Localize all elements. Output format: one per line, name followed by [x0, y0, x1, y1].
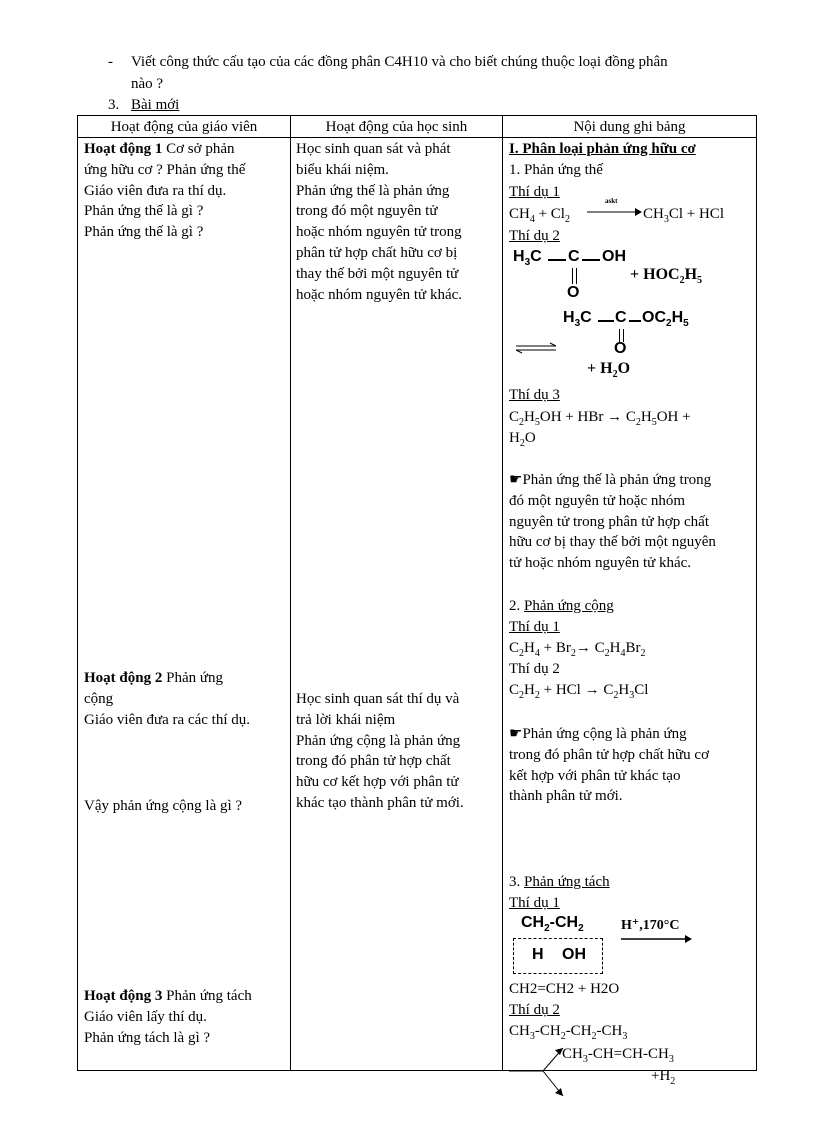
- ester-carbon: C: [615, 309, 627, 326]
- teacher-text: Phản ứng thế là gì ?: [84, 224, 204, 241]
- acid-double-bond-2: [576, 268, 577, 284]
- hydrogen-product: $+H_2$: [651, 1068, 676, 1087]
- activity-3-label: Hoạt động 3: [84, 988, 163, 1004]
- acid-oh: OH: [602, 248, 626, 265]
- example-1-label: Thí dụ 1: [509, 184, 560, 200]
- ester-oet: $OC_2H_5$: [642, 309, 689, 330]
- leaving-oh: OH: [562, 946, 586, 963]
- student-text: trong đó một nguyên tử: [296, 203, 438, 220]
- reaction-1-arrow: [585, 205, 643, 217]
- ester-formula: $H_3C$: [563, 309, 592, 330]
- example-2-1-label: Thí dụ 1: [509, 619, 560, 635]
- table-top-border: [77, 115, 757, 116]
- student-text: biểu khái niệm.: [296, 161, 389, 178]
- table-header-border: [77, 137, 757, 138]
- section-2-title: 2. Phản ứng cộng: [509, 598, 614, 614]
- section-3-title: 3. Phản ứng tách: [509, 874, 610, 890]
- butene-formula: $CH_3-CH=CH-CH_3$: [562, 1046, 674, 1065]
- table-divider-1: [290, 115, 291, 1071]
- activity-2-title: Phản ứng: [162, 670, 223, 686]
- section-2-name: Phản ứng cộng: [524, 598, 614, 614]
- definition-text: thành phân tử mới.: [509, 788, 623, 805]
- ester-bond-left: [598, 320, 614, 322]
- student-block-1: [296, 139, 462, 305]
- student-text: trong đó phân tử hợp chất: [296, 753, 451, 770]
- student-text: Phản ứng cộng là phản ứng: [296, 732, 461, 749]
- student-text: thay thế bởi một nguyên tử: [296, 265, 459, 282]
- ethanol-formula: + $HOC_2H_5$: [630, 266, 703, 287]
- example-2-2-label: Thí dụ 2: [509, 661, 560, 677]
- acid-double-bond-1: [572, 268, 573, 284]
- student-text: Phản ứng thế là phản ứng: [296, 182, 450, 199]
- elimination-dashed-box: [513, 938, 603, 974]
- header-student: Hoạt động của học sinh: [325, 119, 468, 135]
- student-block-2: [296, 689, 464, 814]
- pointing-hand-icon: ☛: [509, 472, 523, 488]
- ester-oxygen: O: [614, 340, 627, 357]
- student-text: khác tạo thành phân tử mới.: [296, 794, 464, 811]
- pointing-hand-icon: ☛: [509, 726, 523, 742]
- definition-text: Phản ứng thế là phản ứng trong: [522, 472, 712, 488]
- tach-product: CH2=CH2 + H2O: [509, 981, 620, 997]
- butane-formula: $CH_3-CH_2-CH_2-CH_3$: [509, 1023, 628, 1042]
- student-text: hoặc nhóm nguyên tử khác.: [296, 286, 463, 303]
- acid-bond-right: [582, 259, 600, 261]
- definition-text: kết hợp với phân tử khác tạo: [509, 767, 681, 784]
- reaction-1-catalyst: askt: [605, 197, 618, 205]
- content-title: I. Phân loại phản ứng hữu cơ: [509, 141, 696, 157]
- reaction-addition-1: $C_2H_4 + Br_2\to C_2H_4Br_2$: [509, 640, 646, 659]
- section-1-title: 1. Phản ứng thế: [509, 162, 603, 178]
- teacher-activity-1: [84, 139, 245, 243]
- teacher-activity-2: [84, 668, 250, 730]
- acetic-acid-formula: $H_3C$: [513, 248, 542, 269]
- definition-text: hữu cơ bị thay thế bởi một nguyên: [509, 534, 716, 551]
- tach-condition: H⁺,170°C: [621, 918, 680, 933]
- student-text: hoặc nhóm nguyên tử trong: [296, 224, 462, 241]
- definition-substitution: [509, 470, 716, 574]
- tach-arrow: [619, 934, 693, 944]
- table-divider-2: [502, 115, 503, 1071]
- reaction-3-line-2: $H_2O$: [509, 430, 536, 449]
- activity-1-title: Cơ sở phản: [162, 141, 235, 157]
- acid-oxygen: O: [567, 284, 580, 301]
- teacher-text: Phản ứng thế là gì ?: [84, 203, 204, 220]
- intro-bullet: -: [108, 54, 113, 70]
- section-3-name: Phản ứng tách: [524, 874, 610, 890]
- section-number: 3.: [108, 97, 120, 113]
- right-arrow-icon: →: [607, 409, 623, 425]
- definition-text: trong đó phân tử hợp chất hữu cơ: [509, 746, 710, 763]
- student-text: phân tử hợp chất hữu cơ bị: [296, 244, 458, 261]
- ethanol-chain: $CH_2-CH_2$: [521, 914, 584, 935]
- definition-text: nguyên tử trong phân tử hợp chất: [509, 513, 709, 530]
- definition-text: Phản ứng cộng là phản ứng: [522, 726, 687, 742]
- intro-line-1: Viết công thức cấu tạo của các đồng phân C4H10 và cho biết chúng thuộc loại đồng phân: [131, 54, 668, 70]
- table-right-border: [756, 115, 757, 1071]
- teacher-text: Giáo viên đưa ra thí dụ.: [84, 182, 227, 199]
- teacher-text: Giáo viên lấy thí dụ.: [84, 1008, 207, 1025]
- student-text: Học sinh quan sát và phát: [296, 141, 451, 157]
- header-content: Nội dung ghi bảng: [573, 119, 686, 135]
- header-teacher: Hoạt động của giáo viên: [110, 119, 258, 135]
- water-product: + $H_2O$: [587, 360, 631, 381]
- student-text: hữu cơ kết hợp với phân tử: [296, 774, 459, 791]
- example-3-1-label: Thí dụ 1: [509, 895, 560, 911]
- intro-line-2: nào ?: [131, 76, 164, 92]
- reaction-1-reactants: $CH_4 + Cl_2$: [509, 206, 570, 225]
- table-left-border: [77, 115, 78, 1071]
- teacher-activity-3: [84, 986, 252, 1048]
- definition-text: đó một nguyên tử hoặc nhóm: [509, 492, 686, 509]
- activity-1-label: Hoạt động 1: [84, 141, 163, 157]
- teacher-text: Phản ứng tách là gì ?: [84, 1029, 211, 1046]
- equilibrium-arrow-icon: [514, 342, 558, 354]
- acid-bond-left: [548, 259, 566, 261]
- reaction-1-products: $CH_3Cl$ + HCl: [643, 206, 724, 225]
- section-title: Bài mới: [131, 97, 180, 113]
- example-3-2-label: Thí dụ 2: [509, 1002, 560, 1018]
- ester-bond-right: [629, 320, 641, 322]
- definition-addition: [509, 724, 709, 807]
- example-3-label: Thí dụ 3: [509, 387, 560, 403]
- leaving-h: H: [532, 946, 544, 963]
- definition-text: tử hoặc nhóm nguyên tử khác.: [509, 555, 692, 572]
- example-2-label: Thí dụ 2: [509, 228, 560, 244]
- activity-2-label: Hoạt động 2: [84, 670, 163, 686]
- acid-carbon: C: [568, 248, 580, 265]
- student-text: Học sinh quan sát thí dụ và: [296, 691, 460, 707]
- teacher-text: Giáo viên đưa ra các thí dụ.: [84, 711, 250, 728]
- activity-3-title: Phản ứng tách: [162, 988, 252, 1004]
- teacher-question-2: Vậy phản ứng cộng là gì ?: [84, 798, 243, 814]
- reaction-3-line-1: $C_2H_5OH$ + HBr → $C_2H_5OH$ +: [509, 409, 691, 428]
- branch-arrows: [505, 1040, 585, 1104]
- teacher-text: cộng: [84, 690, 114, 707]
- student-text: trả lời khái niệm: [296, 711, 396, 728]
- reaction-addition-2: $C_2H_2$ + HCl → $C_2H_3Cl$: [509, 682, 649, 701]
- teacher-text: ứng hữu cơ ? Phản ứng thế: [84, 161, 246, 178]
